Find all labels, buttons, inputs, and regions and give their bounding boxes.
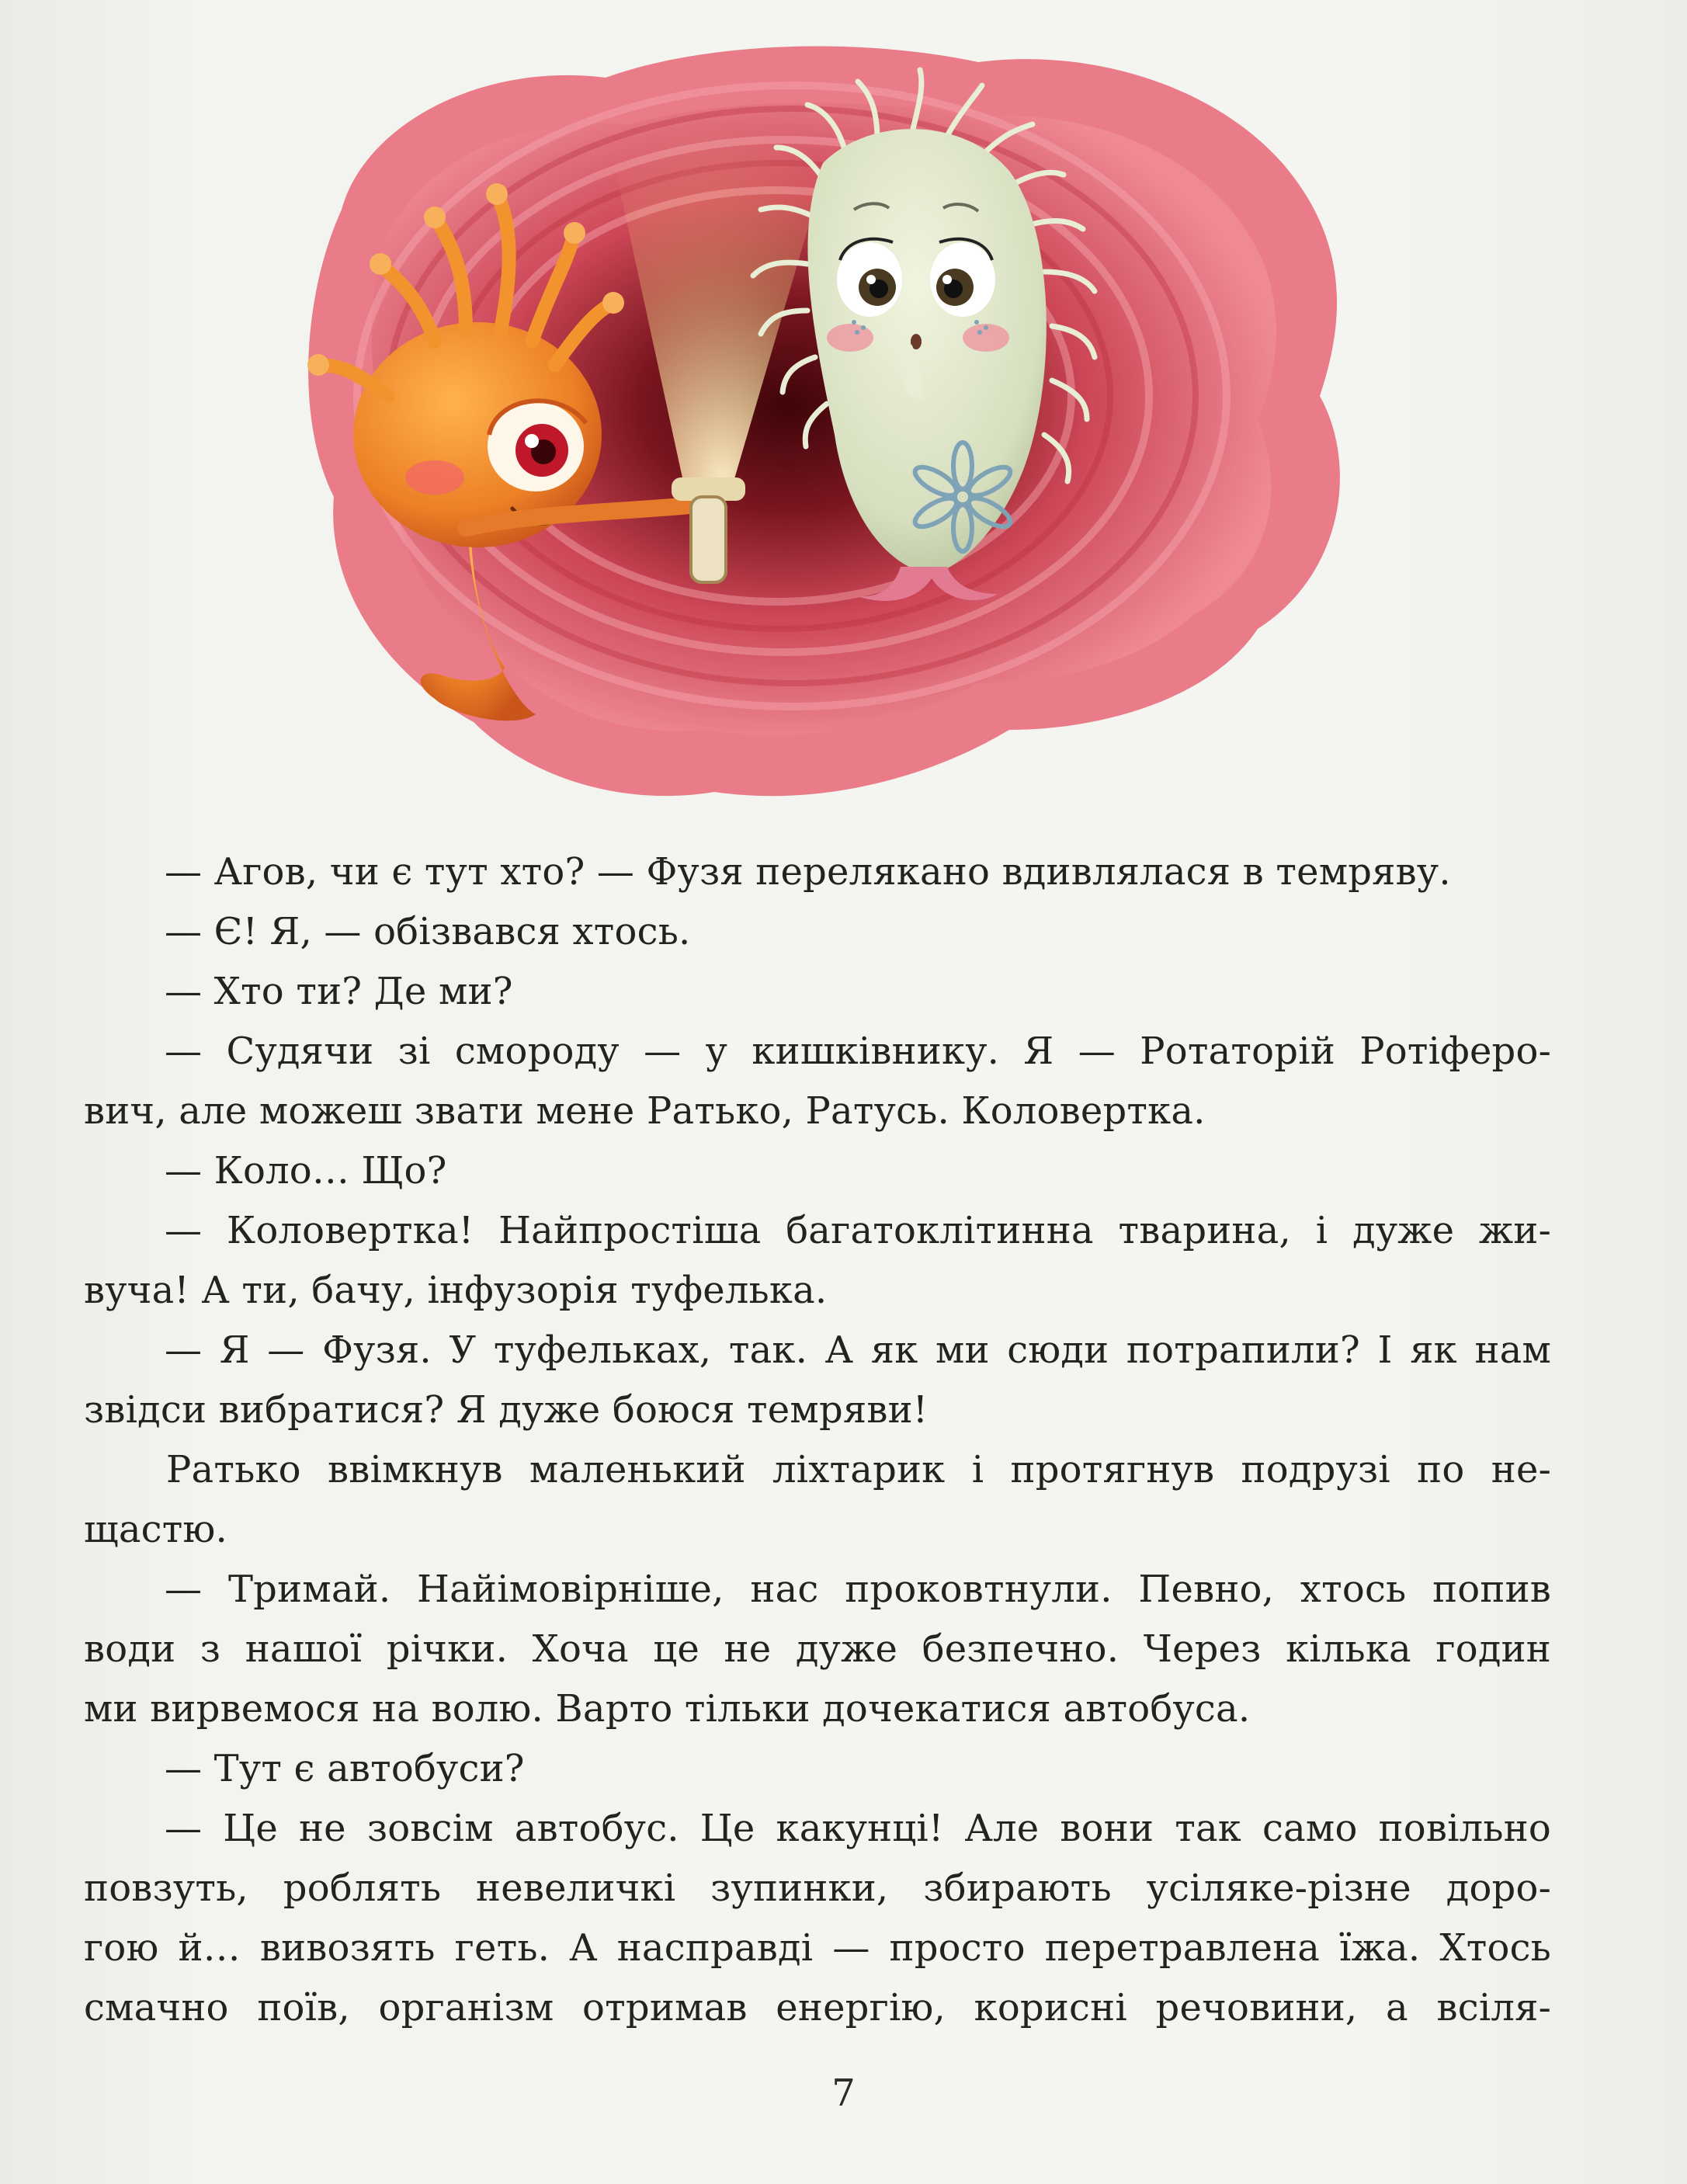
story-line: вуча! А ти, бачу, інфузорія туфелька. [84,1269,828,1312]
story-line: звідси вибратися? Я дуже боюся темряви! [84,1388,929,1432]
story-text [84,842,1551,2038]
story-line: Ратько ввімкнув маленький ліхтарик і протягнув подрузі по не- [166,1448,1551,1491]
story-line: вич, але можеш звати мене Ратько, Ратусь. Коловертка. [84,1089,1206,1133]
story-line: — Хто ти? Де ми? [165,970,513,1013]
story-line: повзуть, роблять невеличкі зупинки, збирають усіляке-різне доро- [84,1866,1551,1910]
story-line: — Коло… Що? [165,1149,447,1193]
story-line: — Коловертка! Найпростіша багатоклітинна тварина, і дуже жи- [165,1209,1551,1252]
story-line: — Це не зовсім автобус. Це какунці! Але вони так само повільно [165,1807,1551,1850]
story-line: — Я — Фузя. У туфельках, так. А як ми сюди потрапили? І як нам [165,1328,1551,1372]
illustration [279,31,1382,839]
story-line: щастю. [84,1508,227,1551]
story-line: — Є! Я, — обізвався хтось. [165,910,691,953]
page-number: 7 [831,2071,856,2115]
story-line: — Судячи зі смороду — у кишківнику. Я — Ротаторій Ротіферо- [165,1030,1551,1073]
story-line: ми вирвемося на волю. Варто тільки дочекатися автобуса. [84,1687,1251,1731]
story-line: — Тут є автобуси? [165,1747,525,1790]
story-line: гою й… вивозять геть. А насправді — просто перетравлена їжа. Хтось [84,1926,1551,1970]
story-line: — Тримай. Найімовірніше, нас проковтнули. Певно, хтось попив [165,1568,1551,1611]
story-line: смачно поїв, організм отримав енергію, корисні речовини, а всіля- [84,1986,1551,2029]
story-line: — Агов, чи є тут хто? — Фузя перелякано вдивлялася в темряву. [165,850,1451,894]
story-line: води з нашої річки. Хоча це не дуже безпечно. Через кілька годин [84,1627,1551,1671]
